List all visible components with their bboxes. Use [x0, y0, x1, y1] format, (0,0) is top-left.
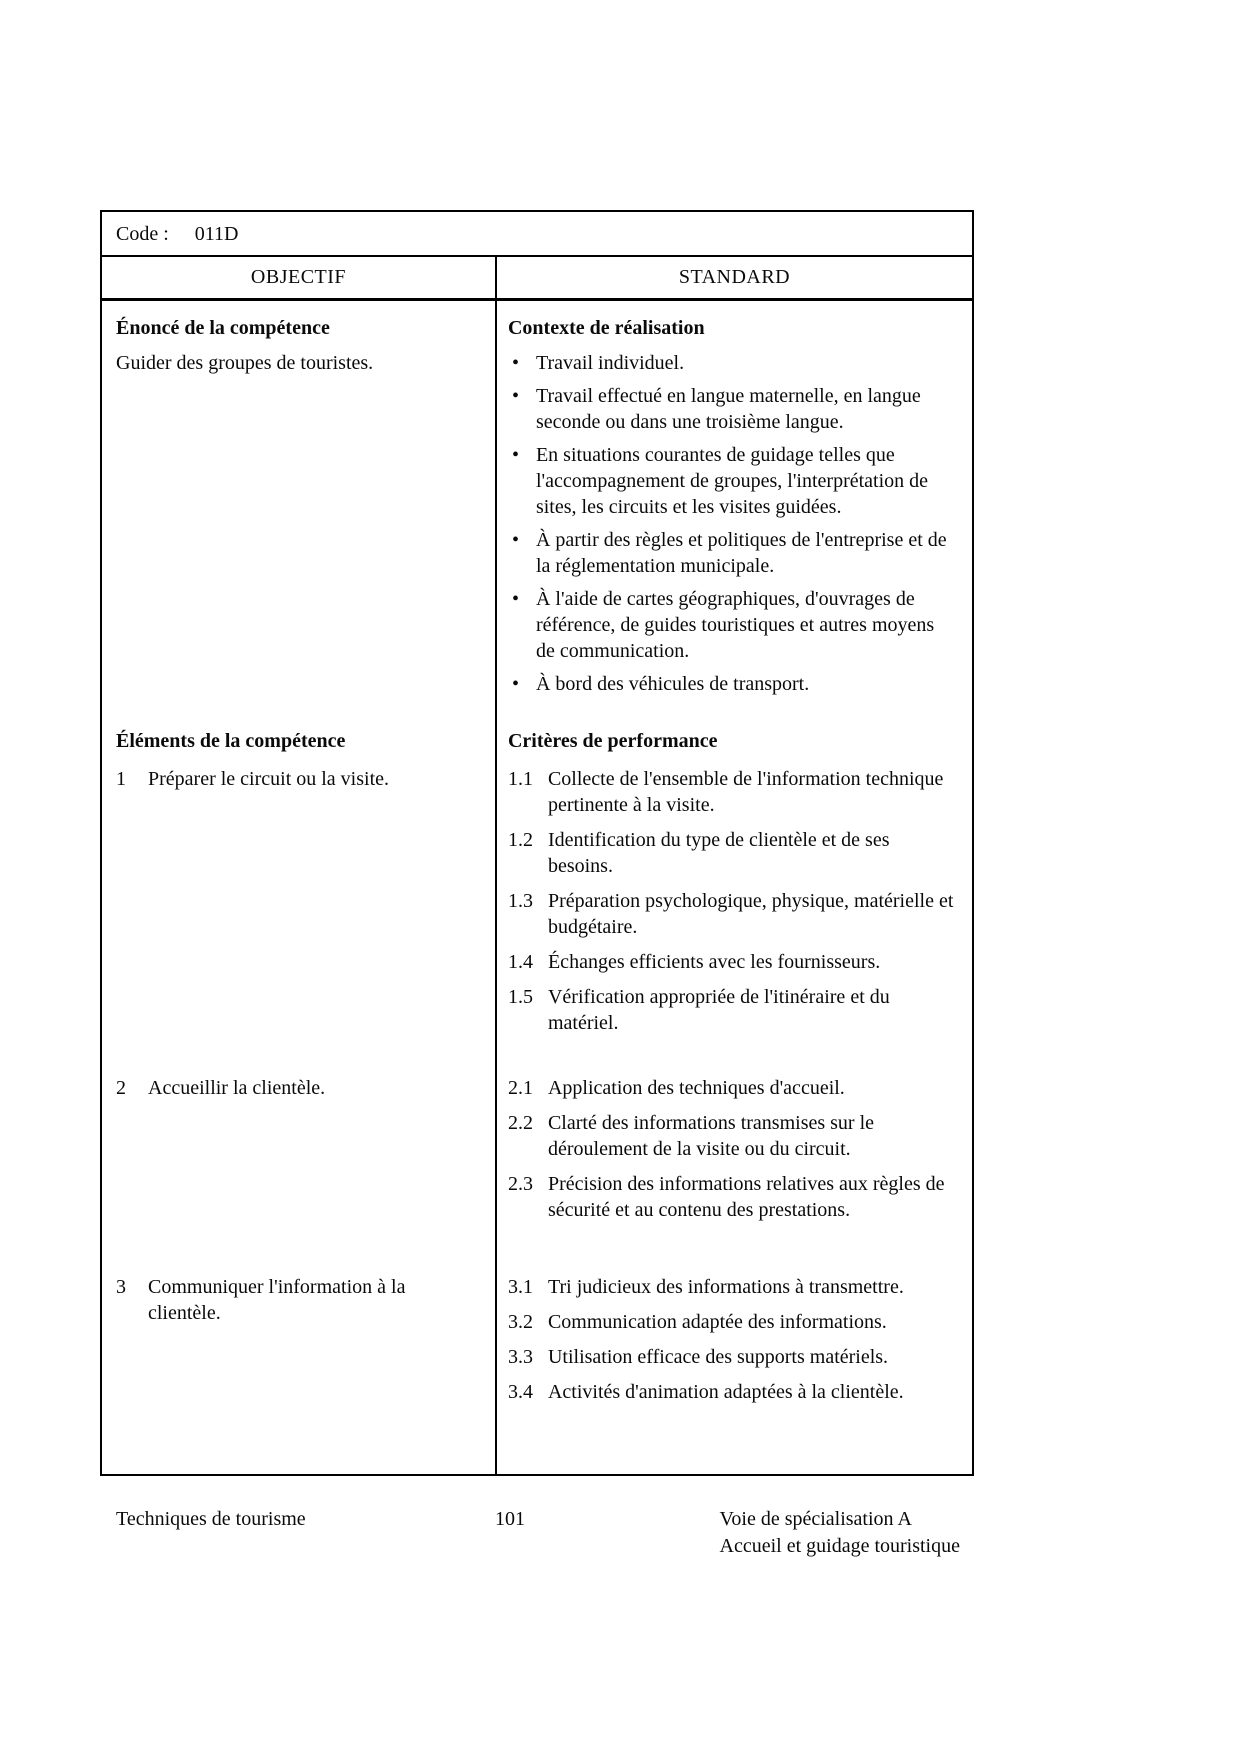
cell-enonce	[102, 301, 497, 704]
cell-criteria-3	[497, 1274, 972, 1474]
criterion-number: 1.2	[507, 829, 533, 851]
criterion-item	[508, 1075, 958, 1101]
criterion-item	[508, 1171, 958, 1223]
bullet-text: Travail individuel.	[535, 352, 685, 374]
criterion-text: Clarté des informations transmises sur le déroulement de la visite ou du circuit.	[547, 1112, 875, 1160]
code-label: Code :	[116, 222, 169, 245]
footer-right-block	[720, 1506, 960, 1560]
criterion-number: 3.3	[507, 1346, 533, 1368]
enonce-heading: Énoncé de la compétence	[116, 317, 330, 339]
element-text: Préparer le circuit ou la visite.	[148, 768, 390, 790]
element-number: 3	[116, 1276, 126, 1298]
cell-element-1	[102, 766, 497, 1075]
criterion-text: Application des techniques d'accueil.	[547, 1077, 845, 1099]
context-bullet-item	[508, 383, 958, 435]
competency-table	[100, 210, 974, 1476]
cell-element-3	[102, 1274, 497, 1474]
context-bullet-item	[508, 586, 958, 664]
row-element-2	[102, 1075, 972, 1274]
bullet-icon: •	[511, 444, 519, 466]
footer-right-line2: Accueil et guidage touristique	[719, 1535, 960, 1557]
criterion-number: 3.1	[507, 1276, 533, 1298]
criterion-number: 1.4	[507, 951, 533, 973]
criterion-item	[508, 1379, 958, 1405]
document-page	[100, 210, 974, 1566]
cell-criteria-1	[497, 766, 972, 1075]
criterion-text: Utilisation efficace des supports matériels.	[547, 1346, 889, 1368]
criterion-number: 1.5	[507, 986, 533, 1008]
criterion-item	[508, 888, 958, 940]
criterion-text: Identification du type de clientèle et de ses besoins.	[547, 829, 890, 877]
criterion-item	[508, 1274, 958, 1300]
cell-contexte	[497, 301, 972, 704]
criterion-number: 1.1	[507, 768, 533, 790]
bullet-text: À bord des véhicules de transport.	[535, 673, 810, 695]
criterion-item	[508, 766, 958, 818]
criterion-text: Collecte de l'ensemble de l'information technique pertinente à la visite.	[547, 768, 944, 816]
criterion-number: 2.1	[507, 1077, 533, 1099]
bullet-icon: •	[511, 529, 519, 551]
table-header-row	[102, 257, 972, 301]
standard-header: STANDARD	[678, 266, 791, 288]
criterion-item	[508, 1309, 958, 1335]
row-subheadings	[102, 704, 972, 766]
criterion-number: 2.3	[507, 1173, 533, 1195]
criterion-number: 2.2	[507, 1112, 533, 1134]
bullet-icon: •	[511, 385, 519, 407]
elements-heading: Éléments de la compétence	[116, 730, 346, 752]
criterion-item	[508, 827, 958, 879]
element-item	[116, 1274, 481, 1326]
criterion-item	[508, 1344, 958, 1370]
criterion-text: Activités d'animation adaptées à la clientèle.	[547, 1381, 904, 1403]
element-item	[116, 766, 481, 792]
enonce-text: Guider des groupes de touristes.	[116, 352, 374, 374]
context-bullet-item	[508, 350, 958, 376]
code-row	[102, 212, 972, 257]
context-bullet-item	[508, 671, 958, 697]
criterion-text: Communication adaptée des informations.	[547, 1311, 887, 1333]
contexte-heading: Contexte de réalisation	[507, 317, 705, 339]
cell-criteria-2	[497, 1075, 972, 1274]
footer-page-number: 101	[495, 1508, 525, 1530]
bullet-text: Travail effectué en langue maternelle, en langue seconde ou dans une troisième langue.	[535, 385, 921, 433]
bullet-icon: •	[511, 352, 519, 374]
criterion-item	[508, 1110, 958, 1162]
cell-elements-heading	[102, 704, 497, 766]
cell-element-2	[102, 1075, 497, 1274]
objectif-header: OBJECTIF	[102, 257, 497, 298]
element-number: 1	[116, 768, 126, 790]
code-value: 011D	[194, 222, 239, 245]
bullet-text: En situations courantes de guidage telles que l'accompagnement de groupes, l'interprétation de sites, les circuits et les visites guidées.	[535, 444, 929, 518]
cell-criteres-heading	[497, 704, 972, 766]
context-bullet-item	[508, 527, 958, 579]
bullet-icon: •	[511, 673, 519, 695]
bullet-icon: •	[511, 588, 519, 610]
criterion-number: 3.4	[507, 1381, 533, 1403]
element-text: Accueillir la clientèle.	[148, 1077, 326, 1099]
criterion-number: 3.2	[507, 1311, 533, 1333]
footer-right-line1: Voie de spécialisation A	[719, 1508, 912, 1530]
page-footer	[100, 1506, 974, 1566]
element-item	[116, 1075, 481, 1101]
bullet-text: À l'aide de cartes géographiques, d'ouvrages de référence, de guides touristiques et autres moyens de communication.	[535, 588, 935, 662]
criterion-text: Préparation psychologique, physique, matérielle et budgétaire.	[547, 890, 954, 938]
row-element-3	[102, 1274, 972, 1474]
row-enonce-contexte	[102, 301, 972, 704]
footer-document-title: Techniques de tourisme	[116, 1508, 306, 1530]
criterion-text: Échanges efficients avec les fournisseurs.	[547, 951, 881, 973]
criterion-item	[508, 984, 958, 1036]
criterion-item	[508, 949, 958, 975]
criterion-text: Précision des informations relatives aux règles de sécurité et au contenu des prestations.	[547, 1173, 945, 1221]
element-text: Communiquer l'information à la clientèle.	[148, 1276, 406, 1324]
criterion-text: Vérification appropriée de l'itinéraire et du matériel.	[547, 986, 890, 1034]
criterion-text: Tri judicieux des informations à transmettre.	[547, 1276, 904, 1298]
element-number: 2	[116, 1077, 126, 1099]
bullet-text: À partir des règles et politiques de l'entreprise et de la réglementation municipale.	[535, 529, 947, 577]
criterion-number: 1.3	[507, 890, 533, 912]
context-bullet-item	[508, 442, 958, 520]
row-element-1	[102, 766, 972, 1075]
criteres-heading: Critères de performance	[507, 730, 718, 752]
